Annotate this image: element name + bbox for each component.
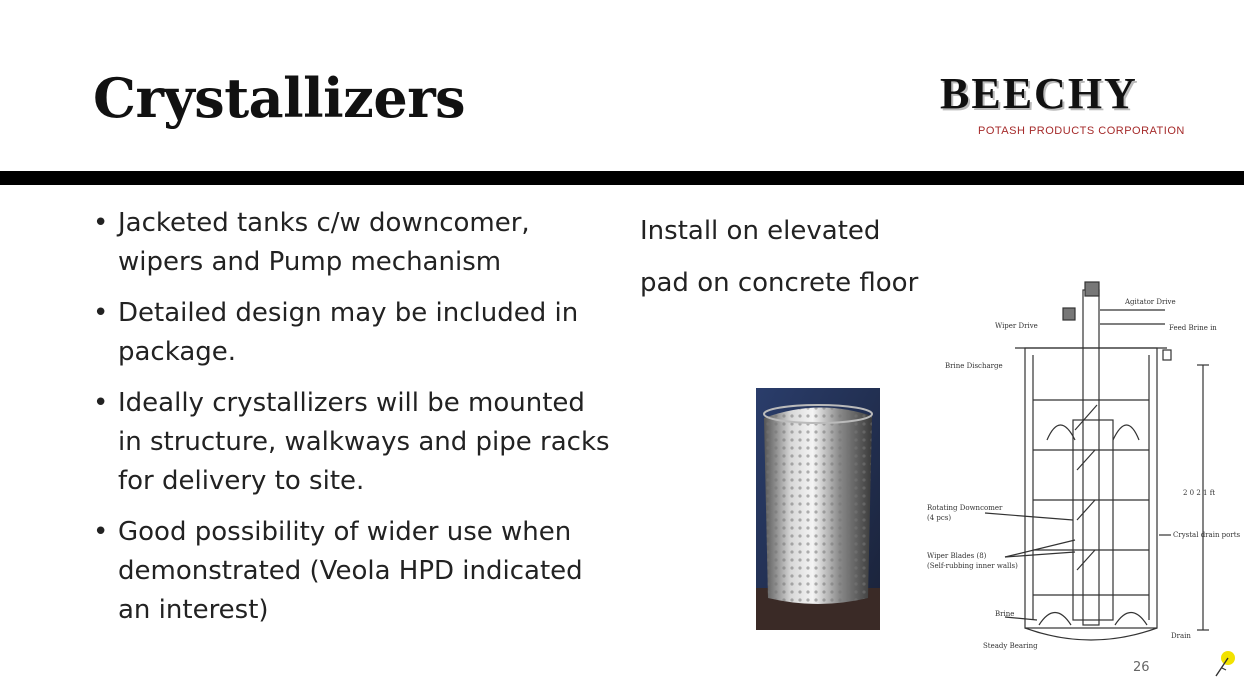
label-brine: Brine — [995, 610, 1015, 618]
label-wiper-blades-note: (Self-rubbing inner walls) — [927, 562, 1018, 570]
slide-title: Crystallizers — [93, 66, 466, 130]
beechy-logo — [930, 62, 1200, 152]
header-divider — [0, 171, 1244, 185]
install-note-line-2: pad on concrete floor — [640, 268, 919, 298]
logo-wordmark: BEECHY — [940, 69, 1138, 118]
tank-photo — [756, 388, 880, 630]
label-steady-bearing: Steady Bearing — [983, 642, 1038, 650]
sparkle-icon — [1210, 648, 1238, 678]
label-agitator-drive: Agitator Drive — [1125, 298, 1176, 306]
crystallizer-diagram — [925, 280, 1241, 660]
bullet-list — [93, 204, 613, 642]
label-height: 2 0 2 1 ft — [1183, 489, 1216, 497]
label-crystal-drain: Crystal drain ports — [1173, 531, 1241, 539]
page-number: 26 — [1133, 660, 1150, 675]
label-wiper-blades: Wiper Blades (8) — [927, 552, 987, 560]
label-rotating-downcomer-qty: (4 pcs) — [927, 514, 952, 522]
label-feed-brine: Feed Brine in — [1169, 324, 1217, 332]
bullet-item: • Jacketed tanks c/w downcomer, wipers and Pump mechanism — [93, 204, 613, 282]
label-wiper-drive: Wiper Drive — [995, 322, 1038, 330]
label-drain: Drain — [1171, 632, 1191, 640]
install-note-line-1: Install on elevated — [640, 216, 881, 246]
bullet-item: • Detailed design may be included in package. — [93, 294, 613, 372]
bullet-item: • Good possibility of wider use when demonstrated (Veola HPD indicated an interest) — [93, 513, 613, 630]
logo-tagline: POTASH PRODUCTS CORPORATION — [978, 125, 1185, 137]
label-rotating-downcomer: Rotating Downcomer — [927, 504, 1003, 512]
bullet-item: • Ideally crystallizers will be mounted in structure, walkways and pipe racks for delivery to site. — [93, 384, 613, 501]
label-brine-discharge: Brine Discharge — [945, 362, 1003, 370]
